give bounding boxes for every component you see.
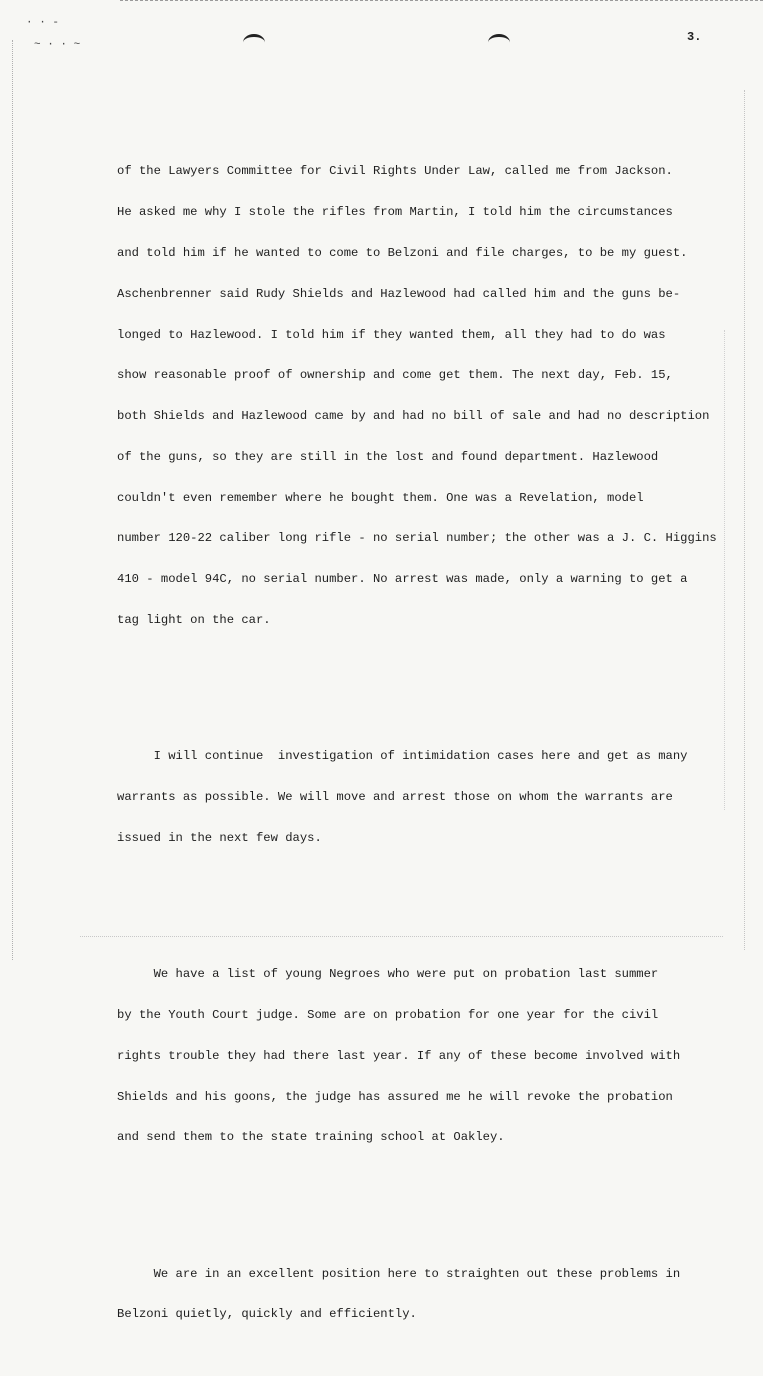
text-line: We are in an excellent position here to straighten out these problems in xyxy=(117,1266,681,1281)
left-edge-marks xyxy=(12,40,13,960)
text-line: I will continue investigation of intimidation cases here and get as many xyxy=(117,749,688,764)
text-line: show reasonable proof of ownership and come get them. The next day, Feb. 15, xyxy=(117,368,673,383)
corner-specks: · · - xyxy=(26,17,60,29)
text-line: and told him if he wanted to come to Belzoni and file charges, to be my guest. xyxy=(117,245,688,260)
punch-hole-mark xyxy=(488,34,510,51)
text-line: Belzoni quietly, quickly and efficiently. xyxy=(117,1307,417,1322)
text-line: by the Youth Court judge. Some are on probation for one year for the civil xyxy=(117,1008,659,1022)
punch-hole-mark xyxy=(243,34,265,51)
paragraph xyxy=(117,1241,717,1350)
text-line: issued in the next few days. xyxy=(117,830,322,845)
paragraph xyxy=(117,138,717,655)
text-line: 410 - model 94C, no serial number. No arrest was made, only a warning to get a xyxy=(117,572,688,587)
text-line: number 120-22 caliber long rifle - no serial number; the other was a J. C. Higgins xyxy=(117,531,717,546)
paragraph xyxy=(117,941,717,1172)
text-line: We have a list of young Negroes who were put on probation last summer xyxy=(117,967,659,982)
right-edge-marks xyxy=(744,90,745,950)
text-line: of the Lawyers Committee for Civil Rights Under Law, called me from Jackson. xyxy=(117,164,673,179)
right-edge-marks-inner xyxy=(724,330,725,810)
text-line: Shields and his goons, the judge has assured me he will revoke the probation xyxy=(117,1089,673,1104)
text-line: longed to Hazlewood. I told him if they wanted them, all they had to do was xyxy=(117,327,666,342)
text-line: warrants as possible. We will move and arrest those on whom the warrants are xyxy=(117,790,673,805)
text-line: couldn't even remember where he bought them. One was a Revelation, model xyxy=(117,490,644,505)
text-line: rights trouble they had there last year. If any of these become involved with xyxy=(117,1048,681,1063)
top-edge-dashes xyxy=(120,0,763,1)
paragraph xyxy=(117,723,717,873)
body-text xyxy=(117,111,717,1376)
page-number: 3. xyxy=(687,30,702,44)
text-line: and send them to the state training school at Oakley. xyxy=(117,1130,505,1145)
text-line: of the guns, so they are still in the lost and found department. Hazlewood xyxy=(117,449,659,464)
text-line: Aschenbrenner said Rudy Shields and Hazlewood had called him and the guns be- xyxy=(117,286,681,301)
text-line: both Shields and Hazlewood came by and had no bill of sale and had no description xyxy=(117,409,710,424)
text-line: tag light on the car. xyxy=(117,612,271,627)
text-line: He asked me why I stole the rifles from Martin, I told him the circumstances xyxy=(117,205,673,220)
corner-specks: ~ · · ~ xyxy=(34,39,81,51)
